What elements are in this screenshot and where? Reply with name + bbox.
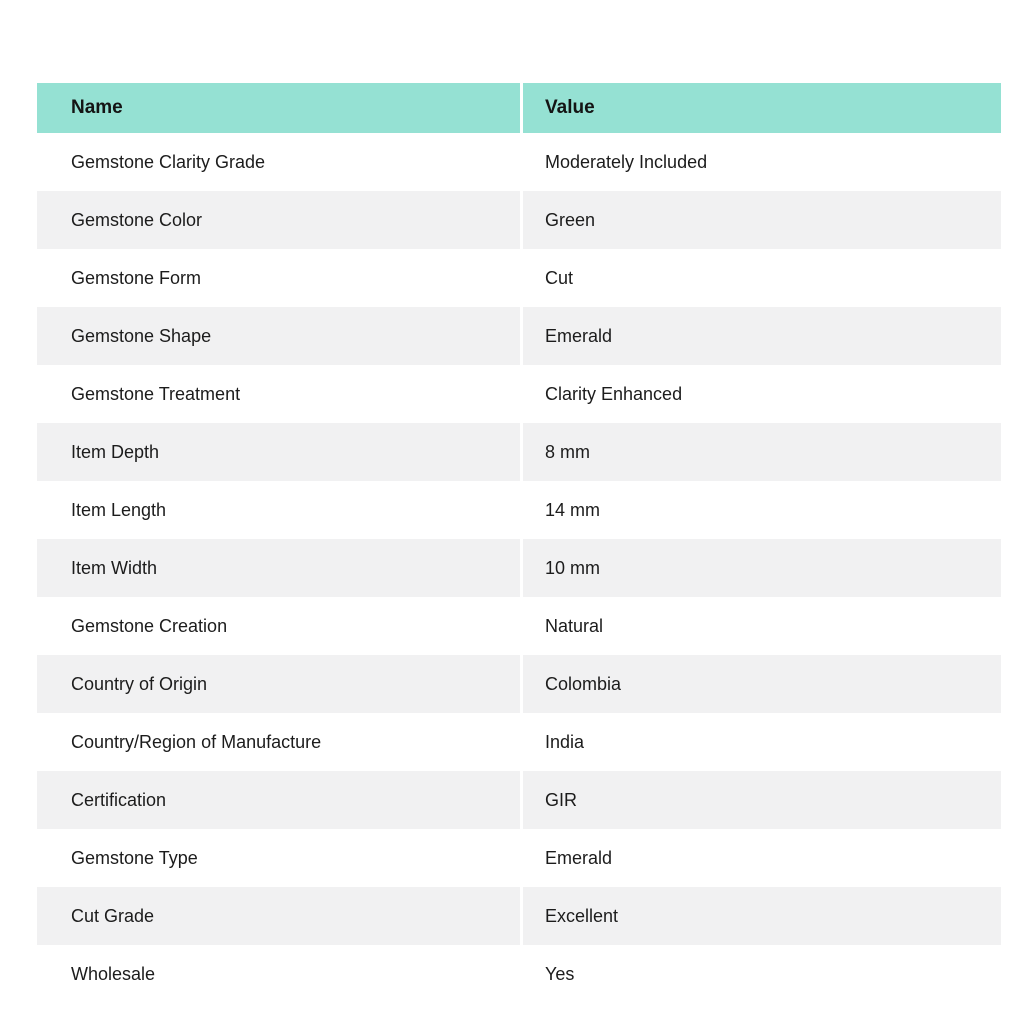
spec-name: Gemstone Shape bbox=[37, 307, 520, 365]
spec-name: Gemstone Type bbox=[37, 829, 520, 887]
table-row bbox=[37, 249, 1001, 307]
table-row bbox=[37, 423, 1001, 481]
spec-value: Excellent bbox=[523, 887, 1001, 945]
spec-name: Gemstone Clarity Grade bbox=[37, 133, 520, 191]
spec-value: Green bbox=[523, 191, 1001, 249]
table-header-row bbox=[37, 83, 1001, 133]
table-row bbox=[37, 771, 1001, 829]
spec-name: Wholesale bbox=[37, 945, 520, 1003]
spec-value: Yes bbox=[523, 945, 1001, 1003]
spec-value: Emerald bbox=[523, 307, 1001, 365]
table-row bbox=[37, 655, 1001, 713]
spec-name: Item Width bbox=[37, 539, 520, 597]
spec-name: Gemstone Form bbox=[37, 249, 520, 307]
spec-name: Item Depth bbox=[37, 423, 520, 481]
table-row bbox=[37, 887, 1001, 945]
spec-name: Certification bbox=[37, 771, 520, 829]
spec-value: Cut bbox=[523, 249, 1001, 307]
spec-value: India bbox=[523, 713, 1001, 771]
spec-value: GIR bbox=[523, 771, 1001, 829]
spec-value: Emerald bbox=[523, 829, 1001, 887]
spec-value: Clarity Enhanced bbox=[523, 365, 1001, 423]
table-row bbox=[37, 945, 1001, 1003]
spec-name: Country of Origin bbox=[37, 655, 520, 713]
spec-value: Natural bbox=[523, 597, 1001, 655]
table-row bbox=[37, 713, 1001, 771]
spec-value: Colombia bbox=[523, 655, 1001, 713]
table-row bbox=[37, 481, 1001, 539]
spec-name: Gemstone Creation bbox=[37, 597, 520, 655]
spec-value: 8 mm bbox=[523, 423, 1001, 481]
table-row bbox=[37, 829, 1001, 887]
spec-value: Moderately Included bbox=[523, 133, 1001, 191]
table-row bbox=[37, 133, 1001, 191]
spec-name: Cut Grade bbox=[37, 887, 520, 945]
column-header-value: Value bbox=[523, 83, 1001, 133]
table-row bbox=[37, 307, 1001, 365]
table-row bbox=[37, 191, 1001, 249]
column-header-name: Name bbox=[37, 83, 520, 133]
spec-name: Item Length bbox=[37, 481, 520, 539]
item-specifics-table bbox=[37, 83, 1001, 1003]
spec-value: 10 mm bbox=[523, 539, 1001, 597]
spec-name: Gemstone Treatment bbox=[37, 365, 520, 423]
table-row bbox=[37, 539, 1001, 597]
spec-name: Gemstone Color bbox=[37, 191, 520, 249]
table-row bbox=[37, 365, 1001, 423]
spec-name: Country/Region of Manufacture bbox=[37, 713, 520, 771]
table-body bbox=[37, 133, 1001, 1003]
table-row bbox=[37, 597, 1001, 655]
spec-value: 14 mm bbox=[523, 481, 1001, 539]
